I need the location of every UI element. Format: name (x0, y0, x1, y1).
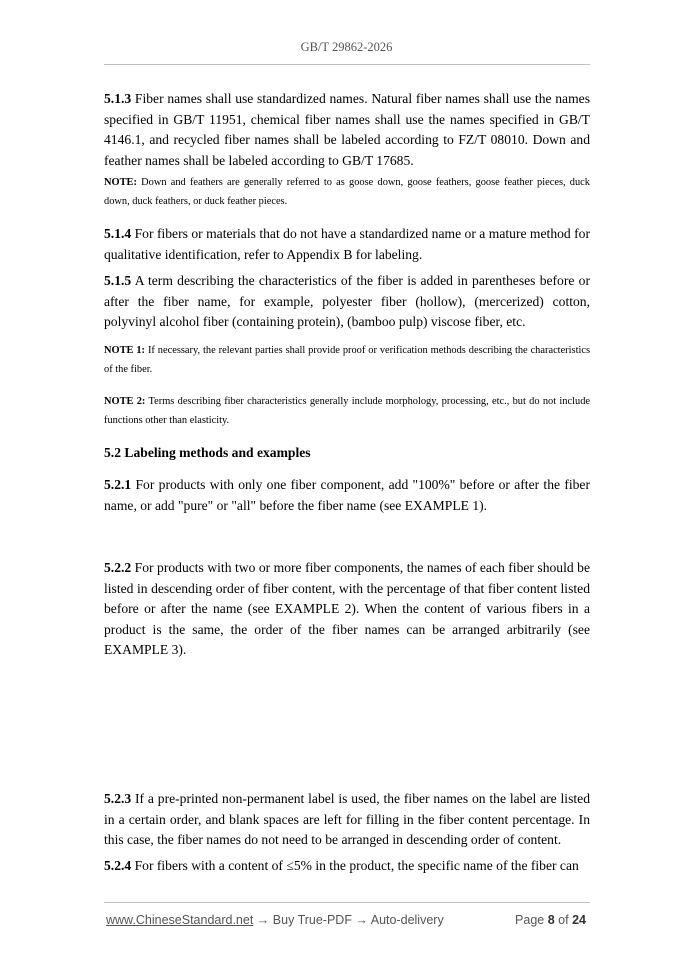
arrow-right-icon: → (355, 913, 368, 927)
page-total: 24 (572, 913, 586, 927)
clause-paragraph (104, 558, 590, 661)
clause-text: For products with only one fiber component, add "100%" before or after the fiber name, or add "pure" or "all" before the fiber name (see EXAMPLE 1). (104, 477, 590, 513)
site-link[interactable]: www.ChineseStandard.net (106, 913, 254, 927)
note-paragraph (104, 342, 590, 379)
clause-text: For fibers or materials that do not have a standardized name or a mature method for qualitative identification, refer to Appendix B for labeling. (104, 226, 590, 262)
note-label: NOTE 2: (104, 396, 146, 407)
clause-text: For fibers with a content of ≤5% in the product, the specific name of the fiber can (134, 858, 579, 873)
clause-paragraph (104, 789, 590, 851)
document-code-header: GB/T 29862-2026 (300, 40, 393, 54)
clause-5-1-5 (104, 271, 590, 333)
clause-paragraph (104, 475, 590, 516)
arrow-right-icon: → (256, 913, 270, 927)
auto-delivery-text: Auto-delivery (370, 913, 444, 927)
clause-5-1-4 (104, 224, 590, 265)
clause-paragraph (104, 856, 590, 877)
clause-number: 5.2.1 (104, 477, 132, 492)
clause-number: 5.2.2 (104, 560, 132, 575)
clause-text: For products with two or more fiber components, the names of each fiber should be listed in descending order of fiber content, with the percentage of that fiber content listed before or after the name (see EXAMPLE 2). When the content of various fibers in a product is the same, the order of the fiber names can be arranged arbitrarily (see EXAMPLE 3). (104, 560, 590, 657)
note-2 (104, 393, 590, 430)
clause-number: 5.1.4 (104, 226, 132, 241)
note-paragraph (104, 174, 590, 211)
buy-true-pdf-text: Buy True-PDF (272, 913, 352, 927)
clause-5-1-3 (104, 89, 590, 171)
note-label: NOTE 1: (104, 345, 146, 356)
page-number (515, 913, 586, 927)
note-text: Terms describing fiber characteristics generally include morphology, processing, etc., but do not include functions other than elasticity. (104, 396, 590, 426)
clause-5-2-4 (104, 856, 590, 877)
section-heading: 5.2 Labeling methods and examples (104, 445, 311, 460)
footer-purchase-line (106, 913, 444, 927)
clause-paragraph (104, 89, 590, 171)
clause-5-2-1 (104, 475, 590, 516)
note-down-feathers (104, 174, 590, 211)
section-5-2-heading (104, 443, 590, 464)
clause-5-2-3 (104, 789, 590, 851)
clause-number: 5.1.5 (104, 273, 132, 288)
of-word: of (558, 913, 569, 927)
clause-paragraph (104, 224, 590, 265)
clause-text: Fiber names shall use standardized names. Natural fiber names shall use the names specified in GB/T 11951, chemical fiber names shall use the names specified in GB/T 4146.1, and recycled fiber names shall be labeled according to FZ/T 08010. Down and feather names shall be labeled according to GB/T 17685. (104, 91, 590, 168)
clause-text: A term describing the characteristics of the fiber is added in parentheses before or after the fiber name, for example, polyester fiber (hollow), (mercerized) cotton, polyvinyl alcohol fiber (containing protein), (bamboo pulp) viscose fiber, etc. (104, 273, 590, 329)
clause-text: If a pre-printed non-permanent label is used, the fiber names on the label are listed in a certain order, and blank spaces are left for filling in the fiber content percentage. In this case, the fiber names do not need to be arranged in descending order of content. (104, 791, 590, 847)
footer-divider (104, 902, 590, 903)
header-divider (104, 64, 590, 65)
page-current: 8 (547, 913, 555, 927)
clause-number: 5.1.3 (104, 91, 132, 106)
note-label: NOTE: (104, 177, 137, 188)
clause-number: 5.2.4 (104, 858, 132, 873)
note-paragraph (104, 393, 590, 430)
clause-number: 5.2.3 (104, 791, 132, 806)
note-text: Down and feathers are generally referred to as goose down, goose feathers, goose feather pieces, duck down, duck feathers, or duck feather pieces. (104, 177, 590, 207)
note-text: If necessary, the relevant parties shall provide proof or verification methods describing the characteristics of the fiber. (104, 345, 590, 375)
clause-paragraph (104, 271, 590, 333)
page-word: Page (515, 913, 545, 927)
note-1 (104, 342, 590, 379)
clause-5-2-2 (104, 558, 590, 661)
